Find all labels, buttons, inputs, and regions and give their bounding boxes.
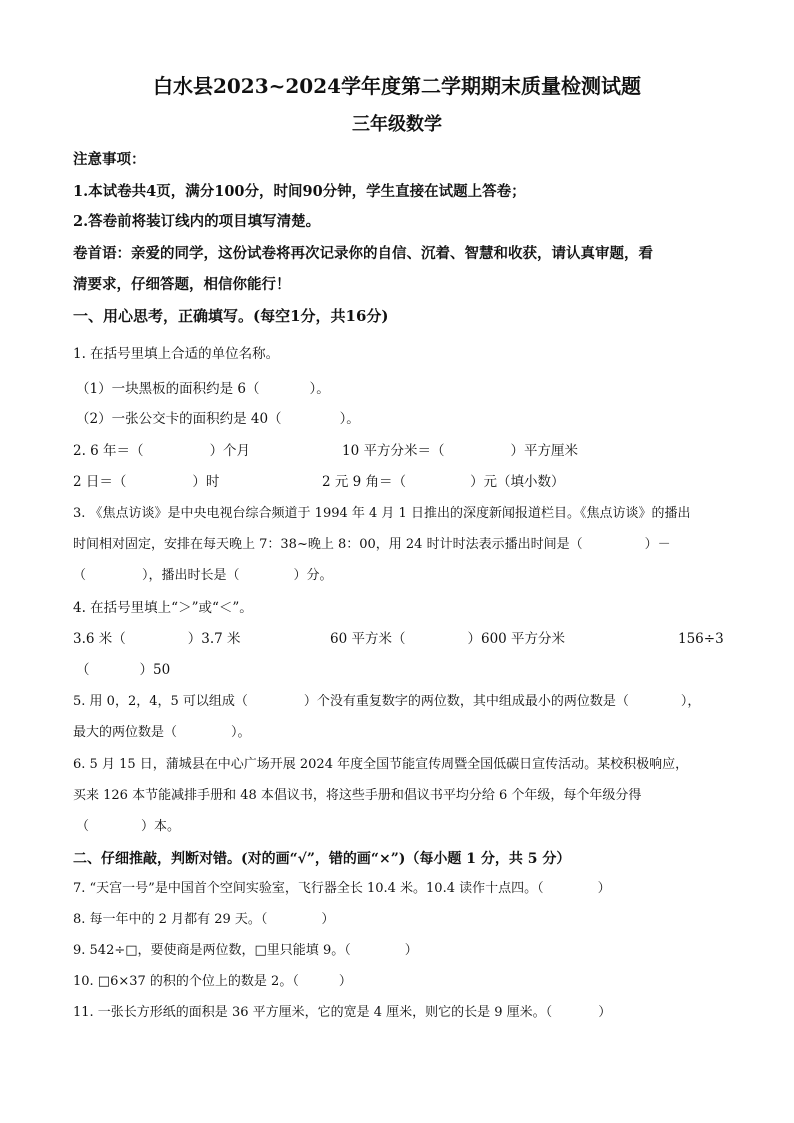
question-3-line-2-text: 时间相对固定，安排在每天晚上 7：38~晚上 8：00，用 24 时计时法表示播出时间是（ [73, 537, 583, 552]
question-4c: 156÷3 [678, 631, 724, 647]
question-1-sub-2 [76, 410, 360, 428]
question-9-end: ） [404, 943, 418, 958]
question-4-stem: 4. 在括号里填上“＞”或“＜”。 [73, 600, 253, 616]
question-4a-text: 3.6 米（ [73, 631, 126, 647]
question-7 [73, 880, 611, 898]
question-5-text-d: 最大的两位数是（ [73, 725, 178, 740]
question-2a [73, 442, 250, 460]
question-9-text: 9. 542÷□，要使商是两位数，□里只能填 9。（ [73, 943, 351, 958]
question-5-text-e: ）。 [231, 725, 251, 740]
question-4c-line-2 [76, 661, 170, 679]
question-8-text: 8. 每一年中的 2 月都有 29 天。（ [73, 912, 268, 927]
section-1-heading: 一、用心思考，正确填写。(每空1分，共16分) [73, 307, 389, 325]
notice-heading: 注意事项： [73, 151, 146, 168]
question-2b-end: ）平方厘米 [510, 443, 578, 459]
question-4c-open: （ [76, 662, 90, 678]
question-3-line-2 [73, 536, 671, 554]
question-3-line-3 [73, 567, 333, 585]
question-2c-end: ）时 [192, 474, 220, 490]
question-2d-end: ）元（填小数） [470, 474, 565, 490]
question-11-text: 11. 一张长方形纸的面积是 36 平方厘米，它的宽是 4 厘米，则它的长是 9 厘米。（ [73, 1005, 553, 1020]
question-4b-text: 60 平方米（ [330, 631, 406, 647]
question-5-line-2 [73, 724, 251, 742]
question-2b-text: 10 平方分米＝（ [342, 443, 445, 459]
question-5-line-1 [73, 693, 700, 711]
question-5-text-c: ）， [680, 694, 701, 709]
question-2c [73, 473, 219, 491]
question-4a-end: ）3.7 米 [187, 631, 241, 647]
question-6-line-2: 买来 126 本节能减排手册和 48 本倡议书，将这些手册和倡议书平均分给 6 个年级，每个年级分得 [73, 788, 642, 803]
question-1-sub-2-end: ）。 [339, 411, 360, 427]
question-2d-text: 2 元 9 角＝（ [322, 474, 407, 490]
notice-item-1: 1.本试卷共4页，满分100分，时间90分钟，学生直接在试题上答卷； [73, 183, 526, 200]
question-10-text: 10. □6×37 的积的个位上的数是 2。（ [73, 974, 299, 989]
question-10-end: ） [338, 974, 352, 989]
question-1-sub-2-text: （2）一张公交卡的面积约是 40（ [76, 411, 282, 427]
section-2-heading: 二、仔细推敲，判断对错。(对的画“√”，错的画“×”)（每小题 1 分，共 5 分） [73, 851, 571, 867]
question-1-sub-1-end: ）。 [309, 381, 330, 397]
question-10 [73, 973, 352, 991]
question-8 [73, 911, 334, 929]
question-6-line-1: 6. 5 月 15 日，蒲城县在中心广场开展 2024 年度全国节能宣传周暨全国低碳日宣传活动。某校积极响应， [73, 757, 689, 772]
question-1-sub-1 [76, 380, 330, 398]
question-8-end: ） [321, 912, 335, 927]
question-7-end: ） [597, 881, 611, 896]
question-2a-end: ）个月 [209, 443, 251, 459]
question-3-line-2-end: ）－ [644, 537, 671, 552]
question-9 [73, 942, 418, 960]
question-2a-text: 2. 6 年＝（ [73, 443, 144, 459]
question-7-text: 7. “天宫一号”是中国首个空间实验室，飞行器全长 10.4 米。10.4 读作十点四。（ [73, 881, 544, 896]
question-6-end: ）本。 [141, 819, 181, 834]
preface-line-1: 卷首语：亲爱的同学，这份试卷将再次记录你的自信、沉着、智慧和收获，请认真审题，看 [73, 245, 653, 262]
question-3-line-1: 3. 《焦点访谈》是中央电视台综合频道于 1994 年 4 月 1 日推出的深度新闻报道栏目。《焦点访谈》的播出 [73, 506, 691, 521]
question-5-text-a: 5. 用 0，2，4，5 可以组成（ [73, 694, 248, 709]
question-2c-text: 2 日＝（ [73, 474, 127, 490]
exam-title: 白水县2023~2024学年度第二学期期末质量检测试题 [152, 74, 642, 98]
question-4b [330, 630, 565, 648]
question-6-line-3 [76, 818, 180, 836]
question-2b [342, 442, 578, 460]
question-5-text-b: ）个没有重复数字的两位数，其中组成最小的两位数是（ [303, 694, 629, 709]
question-4a [73, 630, 241, 648]
question-3-line-3-end: ）分。 [293, 568, 333, 583]
question-11 [73, 1004, 611, 1022]
question-4c-end: ）50 [139, 662, 171, 678]
exam-subtitle: 三年级数学 [352, 114, 442, 135]
question-1-stem: 1. 在括号里填上合适的单位名称。 [73, 346, 280, 362]
question-1-sub-1-text: （1）一块黑板的面积约是 6（ [76, 381, 260, 397]
question-2d [322, 473, 565, 491]
question-3-line-3-text: ），播出时长是（ [142, 568, 240, 583]
question-3-line-3-open: （ [73, 568, 87, 583]
question-4b-end: ）600 平方分米 [467, 631, 566, 647]
question-6-open: （ [76, 819, 90, 834]
question-11-end: ） [598, 1005, 612, 1020]
preface-line-2: 清要求，仔细答题，相信你能行！ [73, 276, 291, 293]
notice-item-2: 2.答卷前将装订线内的项目填写清楚。 [73, 213, 321, 230]
